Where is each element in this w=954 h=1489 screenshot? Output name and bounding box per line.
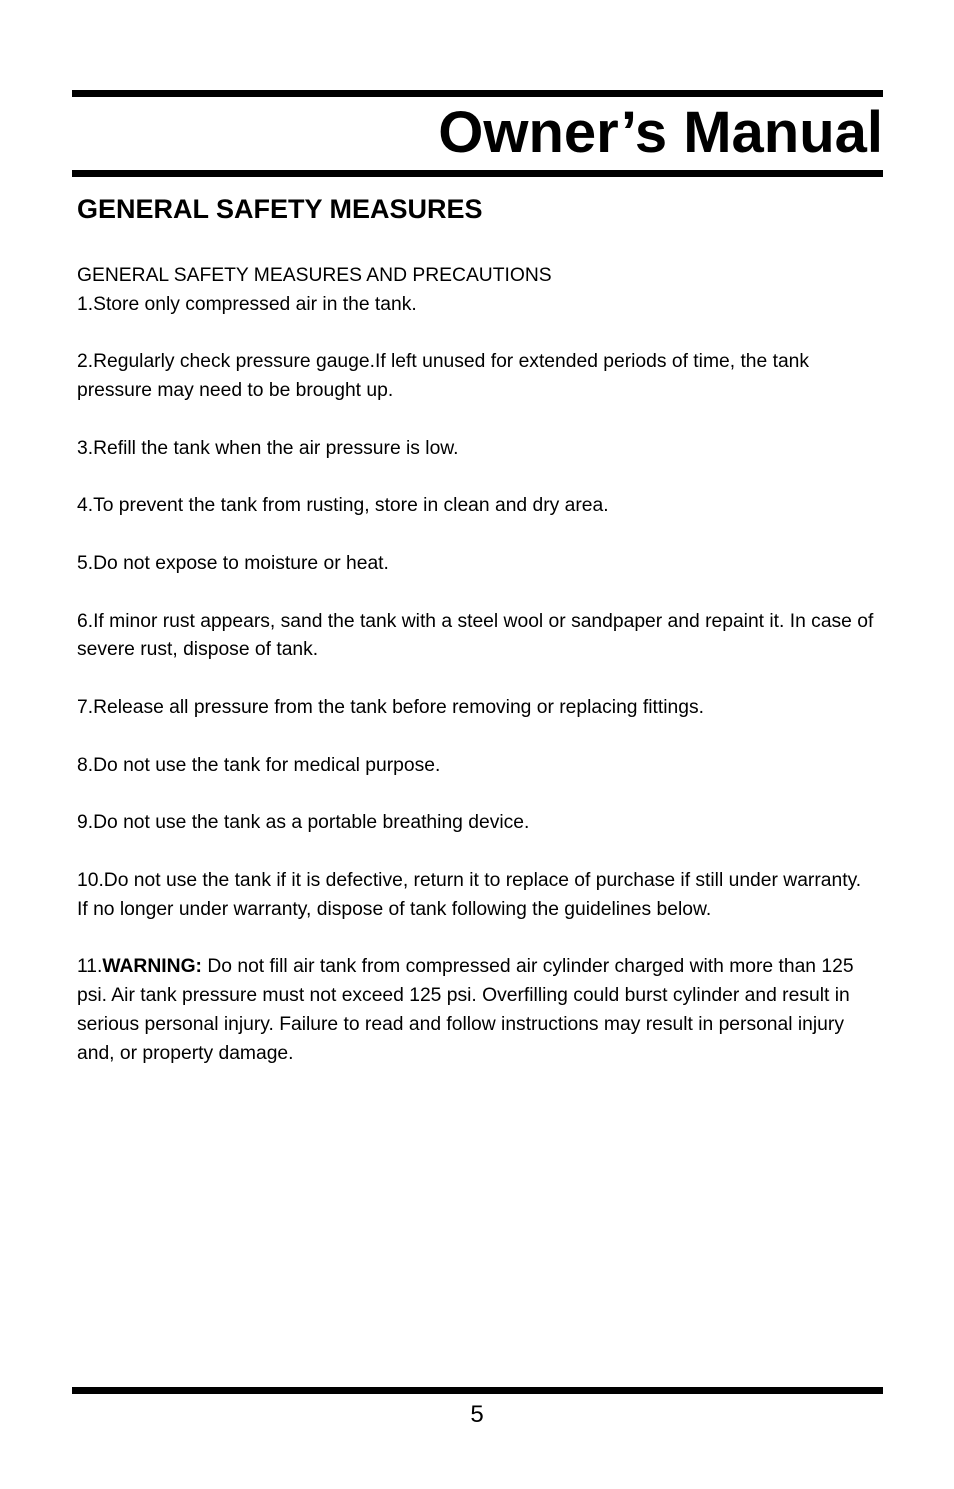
title-underline-rule (72, 170, 883, 177)
section-heading: GENERAL SAFETY MEASURES (77, 194, 483, 224)
bottom-rule (72, 1387, 883, 1394)
safety-item-6: 6.If minor rust appears, sand the tank with a steel wool or sandpaper and repaint it. In case of severe rust, dispose of tank. (77, 610, 874, 661)
top-rule (72, 90, 883, 97)
warning-item-number: 11. (77, 956, 103, 978)
safety-item-7: 7.Release all pressure from the tank before removing or replacing fittings. (77, 696, 704, 718)
manual-title: Owner’s Manual (438, 100, 883, 165)
page-number: 5 (470, 1401, 484, 1428)
safety-item-1: 1.Store only compressed air in the tank. (77, 293, 417, 315)
safety-item-11-warning (77, 953, 877, 1068)
safety-item-5: 5.Do not expose to moisture or heat. (77, 552, 389, 574)
safety-item-2: 2.Regularly check pressure gauge.If left unused for extended periods of time, the tank pressure may need to be brought up. (77, 351, 810, 402)
warning-label: WARNING: (102, 956, 202, 978)
section-subheading: GENERAL SAFETY MEASURES AND PRECAUTIONS (77, 265, 552, 286)
safety-item-3: 3.Refill the tank when the air pressure is low. (77, 437, 459, 459)
warning-text: Do not fill air tank from compressed air cylinder charged with more than 125 psi. Air tank pressure must not exceed 125 psi. Overfilling could burst cylinder and result in serious personal injury. Failure to read and follow instructions may result in personal injury and, or property damage. (77, 956, 854, 1064)
safety-item-4: 4.To prevent the tank from rusting, store in clean and dry area. (77, 495, 609, 517)
safety-content (77, 262, 877, 1097)
safety-item-9: 9.Do not use the tank as a portable breathing device. (77, 812, 530, 834)
safety-item-10: 10.Do not use the tank if it is defective, return it to replace of purchase if still under warranty. If no longer under warranty, dispose of tank following the guidelines below. (77, 869, 862, 920)
safety-item-8: 8.Do not use the tank for medical purpose. (77, 754, 441, 776)
